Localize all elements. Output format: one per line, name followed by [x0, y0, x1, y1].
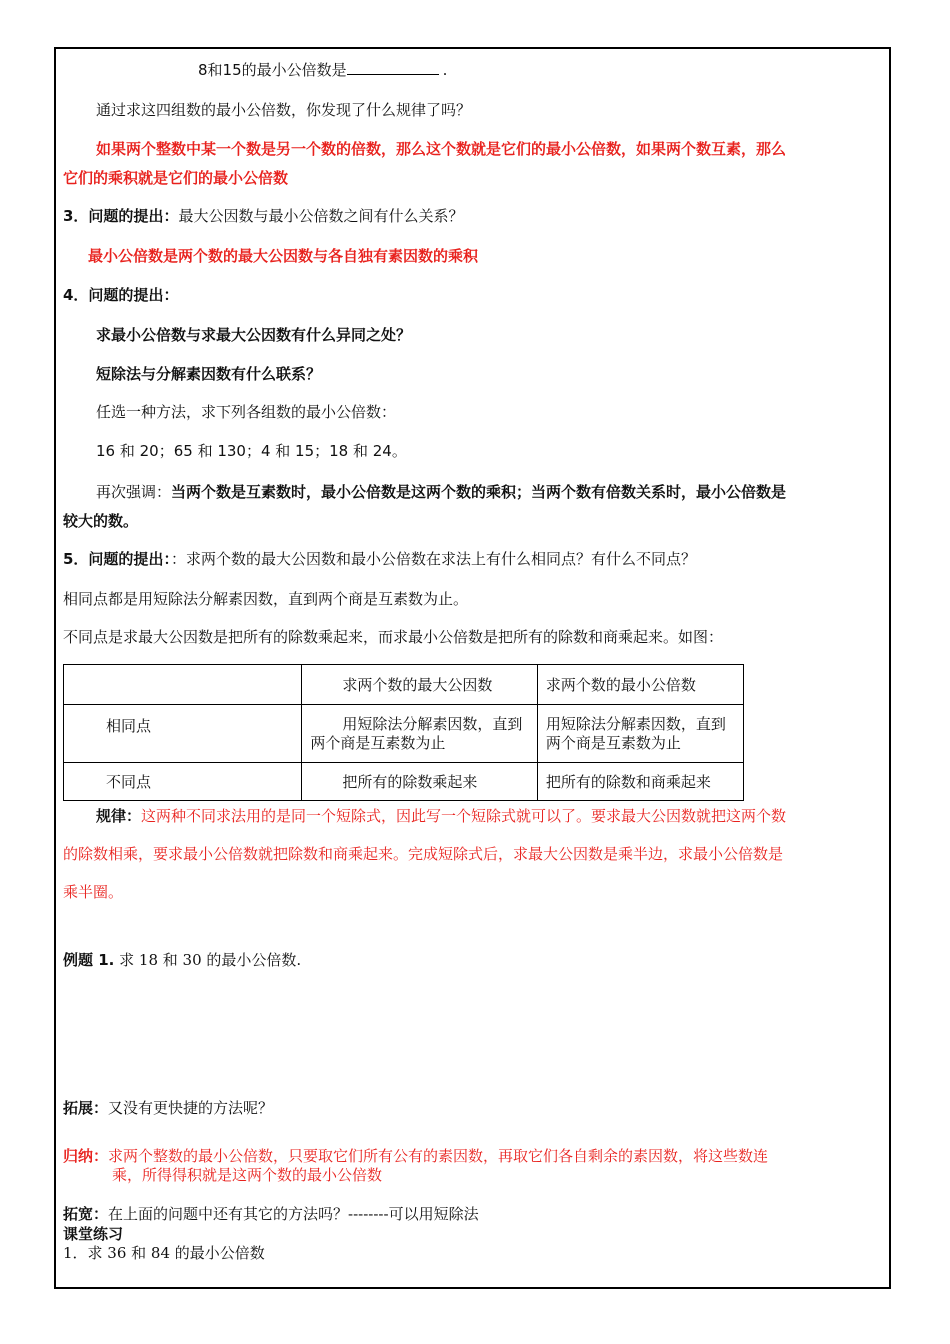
lcm-8-15-line — [198, 60, 447, 80]
question-4-b: 短除法与分解素因数有什么联系？ — [96, 365, 322, 383]
table-row-label: 不同点 — [64, 763, 302, 801]
practice-item-1: 1．求 36 和 84 的最小公倍数 — [63, 1244, 265, 1262]
summary-text: 求两个整数的最小公倍数，只要取它们所有公有的素因数，再取它们各自剩余的素因数，将这些数连 — [108, 1147, 769, 1165]
comparison-table — [63, 664, 744, 801]
numbers-8-15: 8和15 — [198, 61, 242, 79]
summary-label: 归纳： — [63, 1147, 109, 1165]
answer-blank[interactable] — [347, 60, 439, 75]
broaden-line — [63, 1204, 479, 1224]
question-3 — [63, 206, 463, 226]
same-point: 相同点都是用短除法分解素因数，直到两个商是互素数为止。 — [63, 590, 469, 608]
diff-point: 不同点是求最大公因数是把所有的除数乘起来，而求最小公倍数是把所有的除数和商乘起来。如图： — [63, 628, 724, 646]
emphasis-label: 再次强调： — [96, 483, 172, 501]
table-cell — [64, 665, 302, 705]
example-1 — [63, 950, 301, 970]
table-row — [64, 763, 744, 801]
rule-line1 — [96, 806, 786, 826]
question-5-label: 5．问题的提出： — [63, 550, 171, 568]
table-header-row — [64, 665, 744, 705]
broaden-text: 在上面的问题中还有其它的方法吗？--------可以用短除法 — [108, 1205, 479, 1223]
expand-text: 又没有更快捷的方法呢？ — [108, 1099, 274, 1117]
table-header-lcm: 求两个数的最小公倍数 — [537, 665, 743, 705]
summary-line1 — [63, 1146, 768, 1166]
question-4-a: 求最小公倍数与求最大公因数有什么异同之处？ — [96, 326, 412, 344]
lcm-prompt: 的最小公倍数是 — [241, 61, 347, 79]
question-4-label: 4．问题的提出： — [63, 286, 179, 304]
expand-label: 拓展： — [63, 1099, 109, 1117]
question-5 — [63, 549, 696, 569]
period: . — [442, 61, 448, 79]
question-4-c: 任选一种方法，求下列各组数的最小公倍数： — [96, 403, 397, 421]
question-4-numbers: 16 和 20；65 和 130；4 和 15；18 和 24。 — [96, 442, 407, 460]
emphasis-text: 当两个数是互素数时，最小公倍数是这两个数的乘积；当两个数有倍数关系时，最小公倍数是 — [171, 483, 787, 501]
question-3-label: 3．问题的提出： — [63, 207, 179, 225]
table-header-gcd: 求两个数的最大公因数 — [302, 665, 537, 705]
table-cell: 把所有的除数乘起来 — [302, 763, 537, 801]
example-label: 例题 1. — [63, 951, 115, 969]
rule-text: 这两种不同求法用的是同一个短除式，因此写一个短除式就可以了。要求最大公因数就把这两个数 — [141, 807, 787, 825]
rule-line2: 的除数相乘，要求最小公倍数就把除数和商乘起来。完成短除式后，求最大公因数是乘半边，求最小公倍数是 — [63, 845, 784, 863]
question-3-text: 最大公因数与最小公倍数之间有什么关系？ — [178, 207, 464, 225]
pattern-answer-line1: 如果两个整数中某一个数是另一个数的倍数，那么这个数就是它们的最小公倍数，如果两个数互素，那么 — [96, 140, 787, 158]
table-row-label: 相同点 — [64, 705, 302, 763]
emphasis-line1 — [96, 482, 786, 502]
rule-line3: 乘半圈。 — [63, 883, 124, 901]
question-5-text: ：求两个数的最大公因数和最小公倍数在求法上有什么相同点？有什么不同点？ — [170, 550, 696, 568]
pattern-question: 通过求这四组数的最小公倍数，你发现了什么规律了吗？ — [96, 101, 472, 119]
broaden-label: 拓宽： — [63, 1205, 109, 1223]
pattern-answer-line2: 它们的乘积就是它们的最小公倍数 — [63, 169, 289, 187]
expand-line — [63, 1098, 273, 1118]
example-text: 求 18 和 30 的最小公倍数. — [119, 951, 302, 969]
table-cell: 用短除法分解素因数，直到两个商是互素数为止 — [537, 705, 743, 763]
table-row — [64, 705, 744, 763]
table-cell: 用短除法分解素因数，直到两个商是互素数为止 — [302, 705, 537, 763]
practice-title: 课堂练习 — [63, 1225, 124, 1243]
rule-label: 规律： — [96, 807, 142, 825]
question-3-answer: 最小公倍数是两个数的最大公因数与各自独有素因数的乘积 — [88, 247, 479, 265]
emphasis-line2: 较大的数。 — [63, 512, 139, 530]
summary-line2: 乘，所得得积就是这两个数的最小公倍数 — [112, 1166, 383, 1184]
table-cell: 把所有的除数和商乘起来 — [537, 763, 743, 801]
